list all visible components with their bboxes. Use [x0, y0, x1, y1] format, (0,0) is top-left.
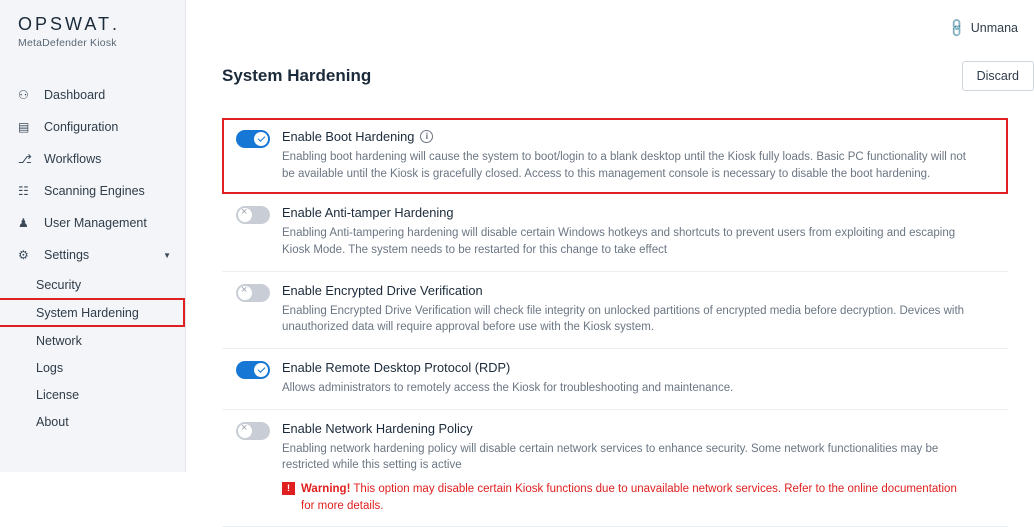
sidebar-subitem-label: Logs — [36, 360, 64, 375]
toggle-remote-desktop-protocol[interactable] — [236, 361, 270, 379]
setting-row-remote-desktop-protocol — [222, 349, 1008, 410]
managed-status[interactable] — [945, 16, 1018, 39]
warning-prefix: Warning! — [301, 483, 351, 496]
warning-body: This option may disable certain Kiosk functions due to unavailable network services. Refer to the online documentation for more details. — [301, 483, 957, 512]
setting-description: Enabling boot hardening will cause the system to boot/login to a blank desktop until the Kiosk fully loads. Basic PC functionality will not be available until the Kiosk is gracefully closed. Access to this management console is necessary to disable the boot hardening. — [282, 151, 966, 180]
sidebar-subitem-label: License — [36, 387, 80, 402]
setting-row-anti-tamper-hardening — [222, 194, 1008, 271]
brand — [0, 0, 185, 61]
setting-row-network-hardening-policy — [222, 410, 1008, 527]
brand-name: OPSWAT — [18, 14, 112, 34]
sidebar-subitem-label: Network — [36, 333, 82, 348]
discard-button[interactable]: Discard — [962, 61, 1034, 91]
link-icon: 🔗 — [945, 16, 968, 39]
setting-body — [282, 360, 994, 397]
setting-label: Enable Network Hardening Policy — [282, 420, 473, 436]
setting-description: Enabling network hardening policy will disable certain network services to enhance security. Some network functionalities may be restricted while this setting is active — [282, 442, 939, 472]
sidebar-item-dashboard[interactable] — [0, 79, 185, 111]
setting-label-row — [282, 421, 994, 436]
scanning-engines-icon: ☷ — [18, 184, 29, 198]
setting-row-boot-hardening — [222, 118, 1008, 194]
sidebar-item-scanning-engines[interactable] — [0, 175, 185, 207]
brand-logo — [18, 14, 185, 35]
setting-body — [282, 129, 994, 182]
sidebar-item-user-management[interactable] — [0, 207, 185, 239]
sidebar — [0, 0, 186, 472]
setting-label-row — [282, 129, 994, 144]
sidebar-item-workflows[interactable] — [0, 143, 185, 175]
settings-list — [222, 118, 1008, 527]
setting-label-row — [282, 205, 994, 220]
setting-body — [282, 205, 994, 258]
setting-row-encrypted-drive-verification — [222, 272, 1008, 349]
sidebar-item-license[interactable] — [0, 381, 185, 408]
sidebar-subitem-label: About — [36, 414, 69, 429]
topbar — [186, 0, 1024, 56]
sidebar-item-settings[interactable] — [0, 239, 185, 271]
setting-body — [282, 421, 994, 515]
setting-label: Enable Encrypted Drive Verification — [282, 282, 483, 298]
warning-text-wrap — [301, 481, 972, 514]
setting-label: Enable Remote Desktop Protocol (RDP) — [282, 360, 511, 376]
managed-status-label: Unmana — [970, 21, 1018, 35]
setting-label-row — [282, 283, 994, 298]
sidebar-item-about[interactable] — [0, 408, 185, 435]
workflows-icon: ⎇ — [18, 152, 32, 166]
sidebar-item-security[interactable] — [0, 271, 185, 298]
sidebar-item-label: Dashboard — [44, 88, 106, 102]
brand-product: MetaDefender Kiosk — [18, 37, 117, 49]
sidebar-nav — [0, 79, 185, 435]
info-icon[interactable]: i — [420, 130, 433, 143]
page-title: System Hardening — [222, 66, 372, 85]
sidebar-item-logs[interactable] — [0, 354, 185, 381]
setting-body — [282, 283, 994, 336]
chevron-down-icon[interactable]: ▼ — [163, 250, 171, 260]
setting-label-row — [282, 360, 994, 375]
sidebar-item-network[interactable] — [0, 327, 185, 354]
toggle-boot-hardening[interactable] — [236, 130, 270, 148]
sidebar-item-label: Configuration — [44, 120, 119, 134]
settings-gear-icon: ⚙ — [18, 248, 29, 262]
sidebar-subitem-label: System Hardening — [36, 305, 139, 320]
toggle-network-hardening-policy[interactable] — [236, 422, 270, 440]
setting-description: Allows administrators to remotely access the Kiosk for troubleshooting and maintenance. — [282, 382, 734, 395]
sidebar-item-system-hardening[interactable] — [0, 298, 185, 327]
sidebar-subitem-label: Security — [36, 277, 82, 292]
sidebar-item-configuration[interactable] — [0, 111, 185, 143]
toggle-anti-tamper-hardening[interactable] — [236, 206, 270, 224]
user-management-icon: ♟ — [18, 216, 29, 230]
main-content — [186, 0, 1024, 512]
configuration-icon: ▤ — [18, 120, 30, 134]
setting-label: Enable Anti-tamper Hardening — [282, 205, 454, 221]
warning-message — [282, 481, 972, 514]
warning-icon: ! — [282, 482, 295, 495]
page-header — [186, 56, 1024, 96]
sidebar-item-label: Scanning Engines — [44, 184, 145, 198]
sidebar-item-label: User Management — [44, 216, 147, 230]
sidebar-item-label: Settings — [44, 248, 90, 262]
setting-description: Enabling Encrypted Drive Verification will check file integrity on unlocked partitions of encrypted media before decryption. Devices with unauthorized data will require approval before use with the Kiosk system. — [282, 304, 965, 334]
brand-name-dot: . — [112, 14, 118, 34]
setting-label: Enable Boot Hardening — [282, 129, 415, 144]
sidebar-item-label: Workflows — [44, 152, 102, 166]
toggle-encrypted-drive-verification[interactable] — [236, 284, 270, 302]
setting-description: Enabling Anti-tampering hardening will disable certain Windows hotkeys and shortcuts to prevent users from exploiting and escaping Kiosk Mode. The system needs to be restarted for this change to take effect — [282, 227, 956, 257]
dashboard-icon: ⚇ — [18, 88, 29, 102]
